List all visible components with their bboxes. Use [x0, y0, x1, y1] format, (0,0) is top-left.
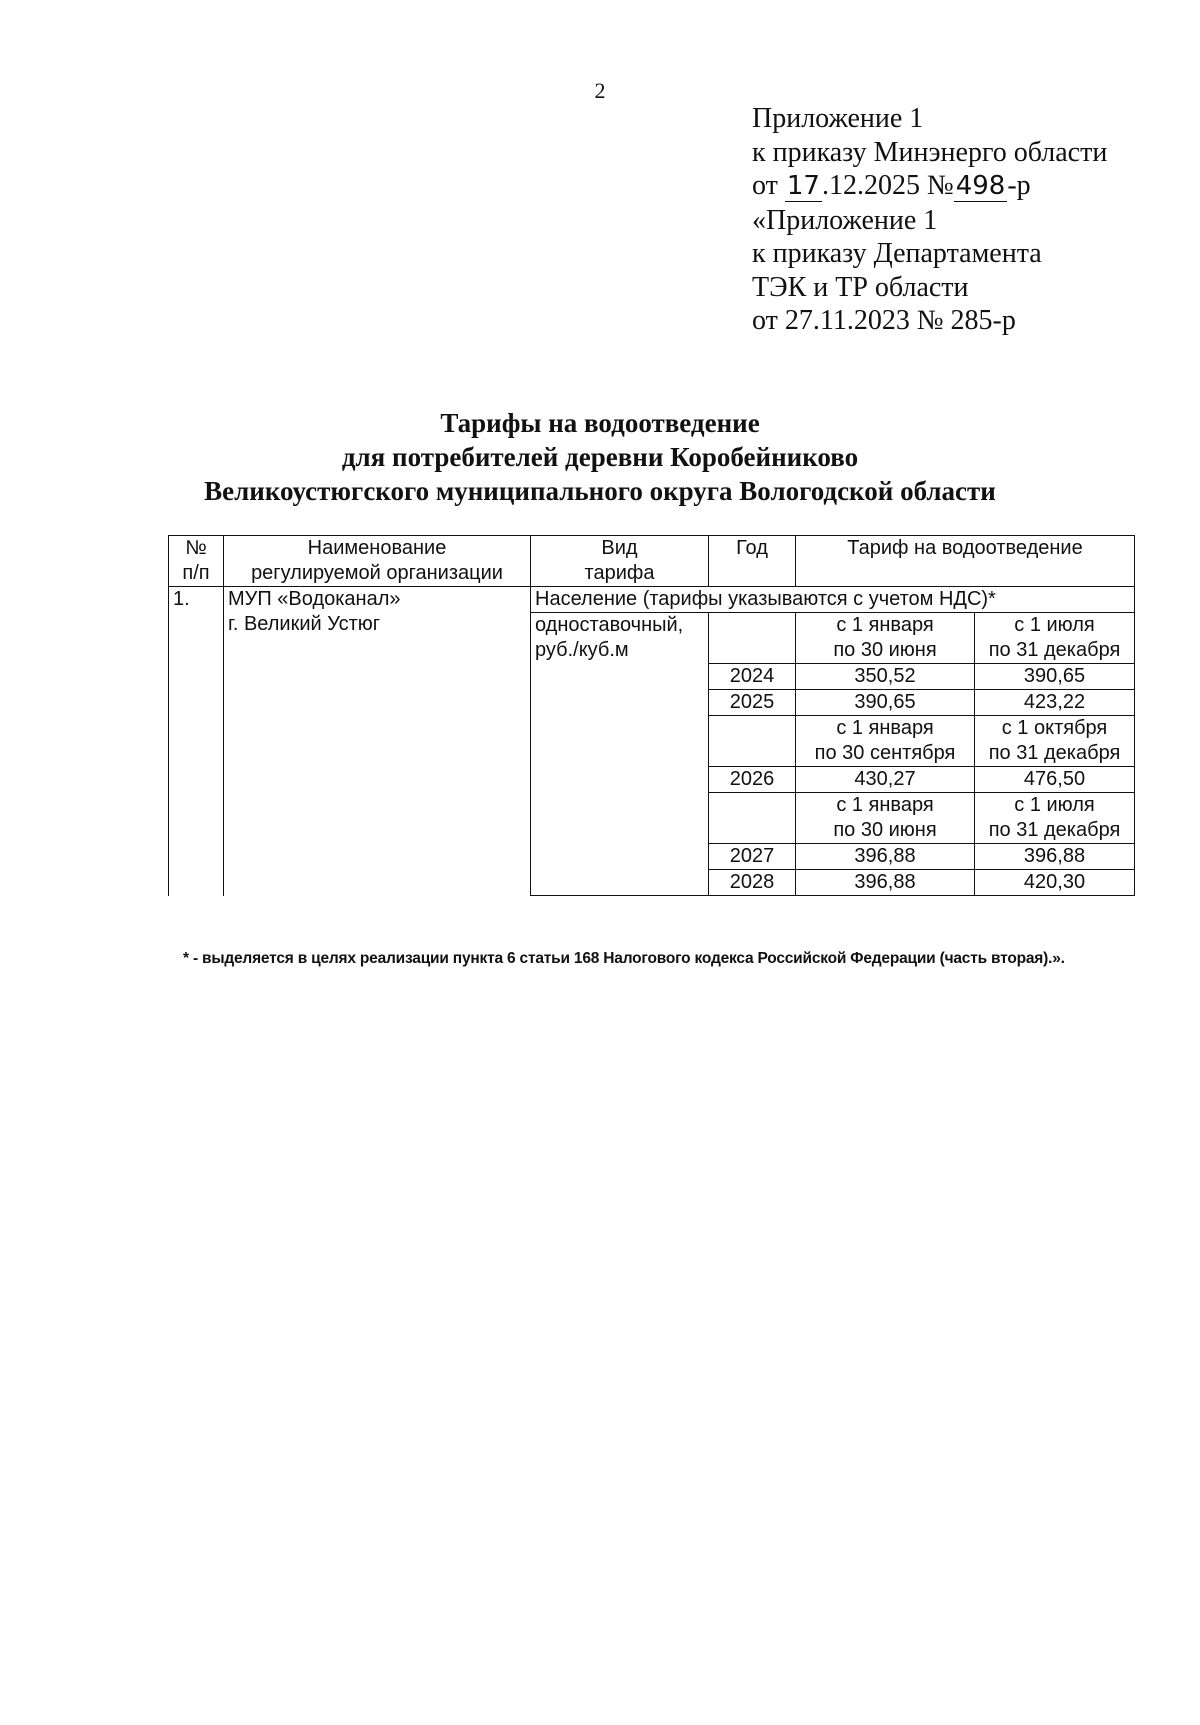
appendix-prefix: от: [752, 170, 785, 201]
population-label: Население (тарифы указываются с учетом НДС)*: [531, 587, 1135, 613]
empty-year-cell: [709, 613, 796, 664]
year-cell: 2028: [709, 870, 796, 896]
value-cell: 396,88: [796, 844, 975, 870]
value-cell: 390,65: [796, 690, 975, 716]
period-cell: с 1 января по 30 июня: [796, 793, 975, 844]
value-cell: 396,88: [796, 870, 975, 896]
appendix-line: «Приложение 1: [752, 204, 938, 236]
year-cell: 2027: [709, 844, 796, 870]
handwritten-day: 17: [786, 171, 820, 201]
value-cell: 420,30: [975, 870, 1135, 896]
header-num: № п/п: [169, 536, 224, 587]
table-header-row: [169, 536, 1135, 587]
header-type: Вид тарифа: [531, 536, 709, 587]
tariff-table: [168, 535, 1135, 896]
table-row: [169, 587, 1135, 613]
appendix-line: Приложение 1: [752, 103, 924, 134]
year-cell: 2026: [709, 767, 796, 793]
appendix-suffix: -р: [1007, 170, 1031, 201]
value-cell: 396,88: [975, 844, 1135, 870]
period-cell: с 1 октября по 31 декабря: [975, 716, 1135, 767]
period-cell: с 1 января по 30 сентября: [796, 716, 975, 767]
header-org: Наименование регулируемой организации: [224, 536, 531, 587]
empty-year-cell: [709, 716, 796, 767]
period-cell: с 1 июля по 31 декабря: [975, 793, 1135, 844]
row-number: 1.: [169, 587, 224, 896]
empty-year-cell: [709, 793, 796, 844]
appendix-mid: .12.2025 №: [821, 170, 954, 201]
footnote: * - выделяется в целях реализации пункта 6 статьи 168 Налогового кодекса Российской Федерации (часть вторая).».: [183, 950, 1065, 967]
value-cell: 476,50: [975, 767, 1135, 793]
period-cell: с 1 января по 30 июня: [796, 613, 975, 664]
appendix-line: к приказу Минэнерго области: [752, 136, 1108, 168]
year-cell: 2024: [709, 664, 796, 690]
title-line: для потребителей деревни Коробейниково: [341, 442, 859, 472]
period-cell: с 1 июля по 31 декабря: [975, 613, 1135, 664]
appendix-line: от 27.11.2023 № 285-р: [752, 305, 1016, 336]
appendix-block: [752, 102, 1107, 338]
appendix-line: ТЭК и ТР области: [752, 271, 969, 303]
document-title: [0, 406, 1200, 508]
appendix-line: к приказу Департамента: [752, 238, 1042, 269]
header-tariff: Тариф на водоотведение: [796, 536, 1135, 587]
value-cell: 430,27: [796, 767, 975, 793]
title-line: Великоустюгского муниципального округа Вологодской области: [204, 476, 996, 506]
handwritten-number: 498: [955, 171, 1006, 201]
value-cell: 423,22: [975, 690, 1135, 716]
year-cell: 2025: [709, 690, 796, 716]
tariff-type: одноставочный, руб./куб.м: [531, 613, 709, 896]
page-number: 2: [594, 78, 606, 103]
appendix-order-line: [752, 169, 1107, 204]
organization-name: МУП «Водоканал» г. Великий Устюг: [224, 587, 531, 896]
title-line: Тарифы на водоотведение: [440, 408, 760, 438]
value-cell: 350,52: [796, 664, 975, 690]
value-cell: 390,65: [975, 664, 1135, 690]
header-year: Год: [709, 536, 796, 587]
